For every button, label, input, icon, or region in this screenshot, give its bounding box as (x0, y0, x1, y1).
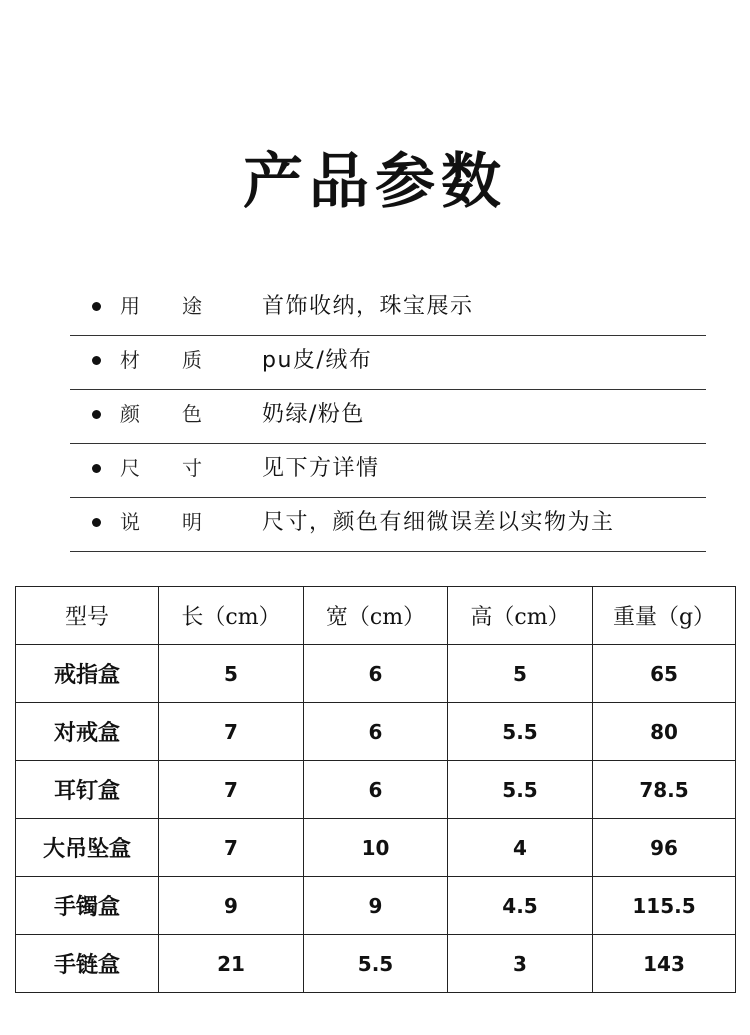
table-cell-height: 4.5 (448, 877, 593, 935)
column-header-weight: 重量（g） (593, 587, 736, 645)
column-header-width: 宽（cm） (304, 587, 448, 645)
table-cell-width: 5.5 (304, 935, 448, 993)
table-cell-height: 5.5 (448, 761, 593, 819)
param-row-usage (70, 282, 706, 336)
table-row (16, 935, 736, 993)
table-cell-length: 7 (159, 761, 304, 819)
param-label-char: 用 (120, 294, 140, 318)
column-header-height: 高（cm） (448, 587, 593, 645)
table-cell-height: 3 (448, 935, 593, 993)
table-cell-weight: 80 (593, 703, 736, 761)
table-header-row (16, 587, 736, 645)
param-list (70, 282, 706, 552)
param-row-color (70, 390, 706, 444)
table-cell-length: 9 (159, 877, 304, 935)
param-label-char: 尺 (120, 456, 140, 480)
table-cell-model: 对戒盒 (16, 703, 159, 761)
param-value: 见下方详情 (262, 456, 380, 481)
table-cell-length: 7 (159, 819, 304, 877)
column-header-length: 长（cm） (159, 587, 304, 645)
bullet-icon (92, 464, 101, 473)
table-row (16, 877, 736, 935)
param-value: 奶绿/粉色 (262, 402, 365, 427)
spec-table (15, 586, 736, 993)
param-label-char: 寸 (182, 456, 202, 480)
param-row-note (70, 498, 706, 552)
bullet-icon (92, 302, 101, 311)
param-value: 尺寸，颜色有细微误差以实物为主 (262, 510, 615, 535)
param-label-char: 色 (182, 402, 202, 426)
table-cell-width: 9 (304, 877, 448, 935)
param-label-char: 材 (120, 348, 140, 372)
table-cell-model: 手链盒 (16, 935, 159, 993)
table-cell-width: 6 (304, 761, 448, 819)
bullet-icon (92, 518, 101, 527)
page-title: 产品参数 (243, 147, 507, 217)
table-cell-width: 6 (304, 645, 448, 703)
param-row-material (70, 336, 706, 390)
table-cell-length: 5 (159, 645, 304, 703)
table-cell-height: 5 (448, 645, 593, 703)
param-row-size (70, 444, 706, 498)
column-header-model: 型号 (16, 587, 159, 645)
table-cell-model: 耳钉盒 (16, 761, 159, 819)
table-cell-weight: 143 (593, 935, 736, 993)
param-label-char: 说 (120, 510, 140, 534)
param-value: 首饰收纳，珠宝展示 (262, 294, 474, 319)
table-cell-height: 4 (448, 819, 593, 877)
table-cell-height: 5.5 (448, 703, 593, 761)
bullet-icon (92, 410, 101, 419)
table-cell-weight: 96 (593, 819, 736, 877)
table-cell-width: 10 (304, 819, 448, 877)
param-label-char: 颜 (120, 402, 140, 426)
table-cell-model: 手镯盒 (16, 877, 159, 935)
table-cell-weight: 65 (593, 645, 736, 703)
table-row (16, 761, 736, 819)
table-row (16, 645, 736, 703)
table-row (16, 703, 736, 761)
param-label-char: 明 (182, 510, 202, 534)
table-cell-length: 21 (159, 935, 304, 993)
table-cell-weight: 115.5 (593, 877, 736, 935)
param-value: pu皮/绒布 (262, 348, 373, 373)
bullet-icon (92, 356, 101, 365)
table-cell-weight: 78.5 (593, 761, 736, 819)
table-row (16, 819, 736, 877)
param-label-char: 质 (182, 348, 202, 372)
table-cell-model: 大吊坠盒 (16, 819, 159, 877)
table-cell-model: 戒指盒 (16, 645, 159, 703)
table-cell-width: 6 (304, 703, 448, 761)
param-label-char: 途 (182, 294, 202, 318)
table-cell-length: 7 (159, 703, 304, 761)
